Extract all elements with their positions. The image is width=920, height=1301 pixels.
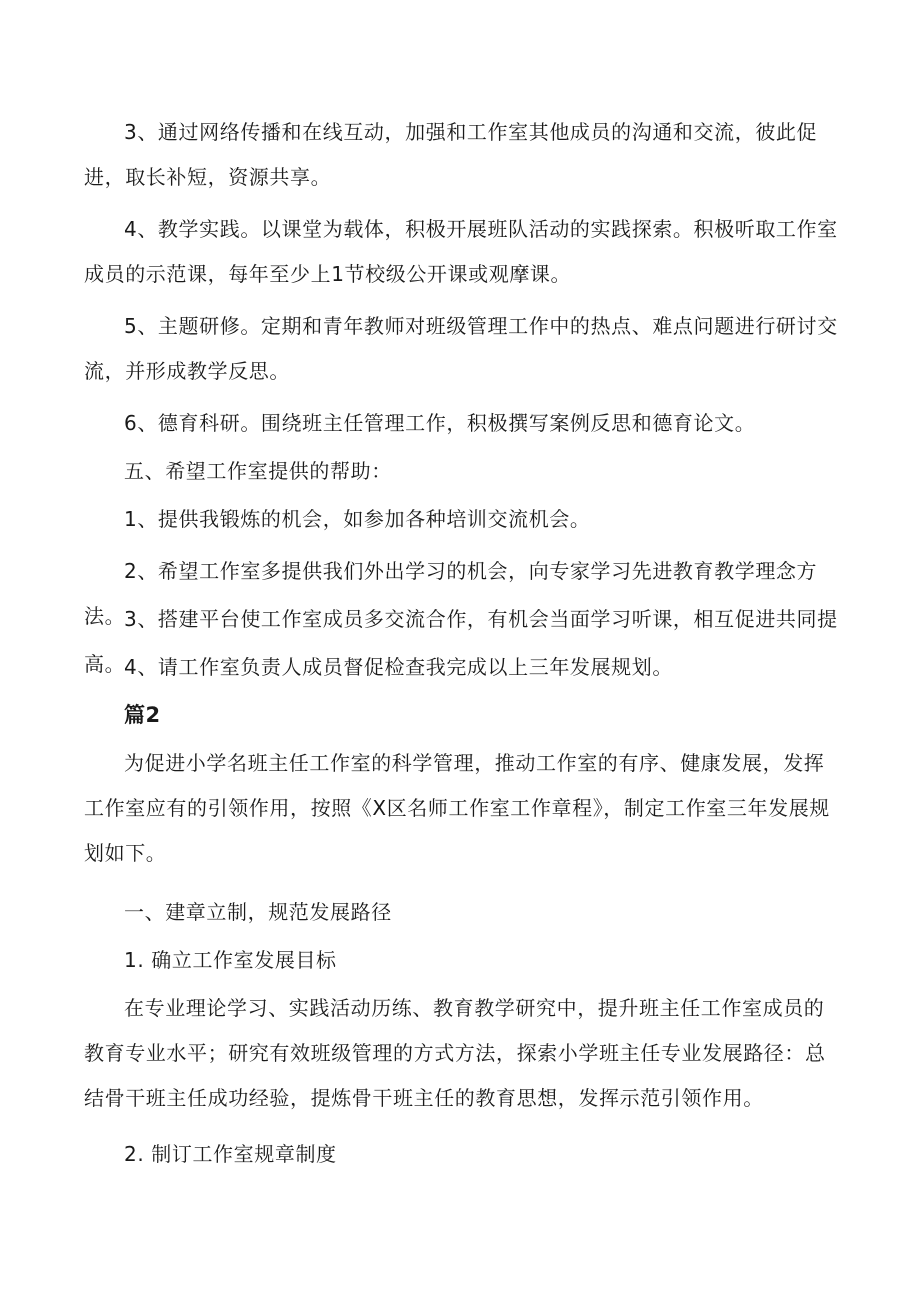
paragraph-item-5-theme-study: 5、主题研修。定期和青年教师对班级管理工作中的热点、难点问题进行研讨交流，并形成教学反思。 xyxy=(84,314,838,383)
paragraph-item-6-moral-research: 6、德育科研。围绕班主任管理工作，积极撰写案例反思和德育论文。 xyxy=(124,411,756,435)
help-item-1: 1、提供我锻炼的机会，如参加各种培训交流机会。 xyxy=(124,507,591,531)
help-item-4: 4、请工作室负责人成员督促检查我完成以上三年发展规划。 xyxy=(124,655,673,679)
part-heading: 篇2 xyxy=(124,703,161,727)
intro-paragraph: 为促进小学名班主任工作室的科学管理，推动工作室的有序、健康发展，发挥工作室应有的引领作用，按照《X区名师工作室工作章程》，制定工作室三年发展规划如下。 xyxy=(84,751,830,865)
goals-paragraph: 在专业理论学习、实践活动历练、教育教学研究中，提升班主任工作室成员的教育专业水平；研究有效班级管理的方式方法，探索小学班主任专业发展路径：总结骨干班主任成功经验，提炼骨干班主任的教育思想，发挥示范引领作用。 xyxy=(84,996,826,1110)
paragraph-item-4-teaching-practice: 4、教学实践。以课堂为载体，积极开展班队活动的实践探索。积极听取工作室成员的示范课，每年至少上1节校级公开课或观摩课。 xyxy=(84,217,838,286)
section-heading-one: 一、建章立制，规范发展路径 xyxy=(124,900,392,924)
paragraph-item-3-online-interaction: 3、通过网络传播和在线互动，加强和工作室其他成员的沟通和交流，彼此促进，取长补短，资源共享。 xyxy=(84,120,818,189)
section-heading-five: 五、希望工作室提供的帮助： xyxy=(124,459,392,483)
subsection-heading-rules: 2. 制订工作室规章制度 xyxy=(124,1142,337,1166)
help-item-3: 3、搭建平台使工作室成员多交流合作，有机会当面学习听课，相互促进共同提高。 xyxy=(84,607,838,676)
subsection-heading-goals: 1. 确立工作室发展目标 xyxy=(124,948,337,972)
help-item-2: 2、希望工作室多提供我们外出学习的机会，向专家学习先进教育教学理念方法。 xyxy=(84,559,818,628)
